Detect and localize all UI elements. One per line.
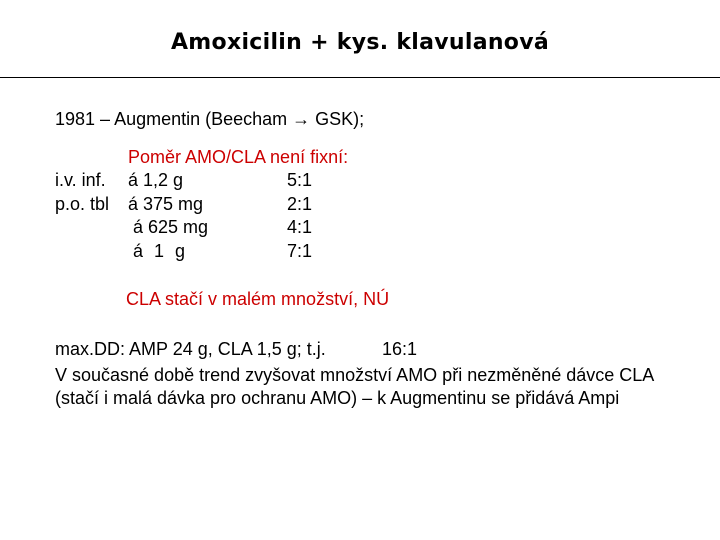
dosage-route: i.v. inf.: [55, 170, 106, 190]
dosage-ratio: 2:1: [287, 194, 313, 214]
history-line: 1981 – Augmentin (Beecham → GSK);: [55, 109, 365, 129]
dosage-dose: á 1 g: [133, 241, 189, 261]
cla-note: CLA stačí v malém množství, NÚ: [126, 289, 390, 309]
dosage-dose: á 1,2 g: [128, 170, 184, 190]
max-dd-text: max.DD: AMP 24 g, CLA 1,5 g; t.j.: [55, 339, 326, 359]
dosage-dose: á 625 mg: [133, 217, 209, 237]
dosage-route: p.o. tbl: [55, 194, 110, 214]
dosage-ratio: 5:1: [287, 170, 313, 190]
dosage-dose: á 375 mg: [128, 194, 204, 214]
dosage-ratio: 4:1: [287, 217, 313, 237]
current-trend-paragraph: V současné době trend zvyšovat množství AMO při nezměněné dávce CLA (stačí i malá dávka pro ochranu AMO) – k Augmentinu se přidává Ampi: [55, 365, 654, 408]
slide-title: Amoxicilin + kys. klavulanová: [170, 30, 550, 55]
max-dd-ratio: 16:1: [382, 339, 418, 359]
title-divider: [0, 77, 720, 78]
ratio-heading: Poměr AMO/CLA není fixní:: [128, 147, 349, 167]
dosage-ratio: 7:1: [287, 241, 313, 261]
